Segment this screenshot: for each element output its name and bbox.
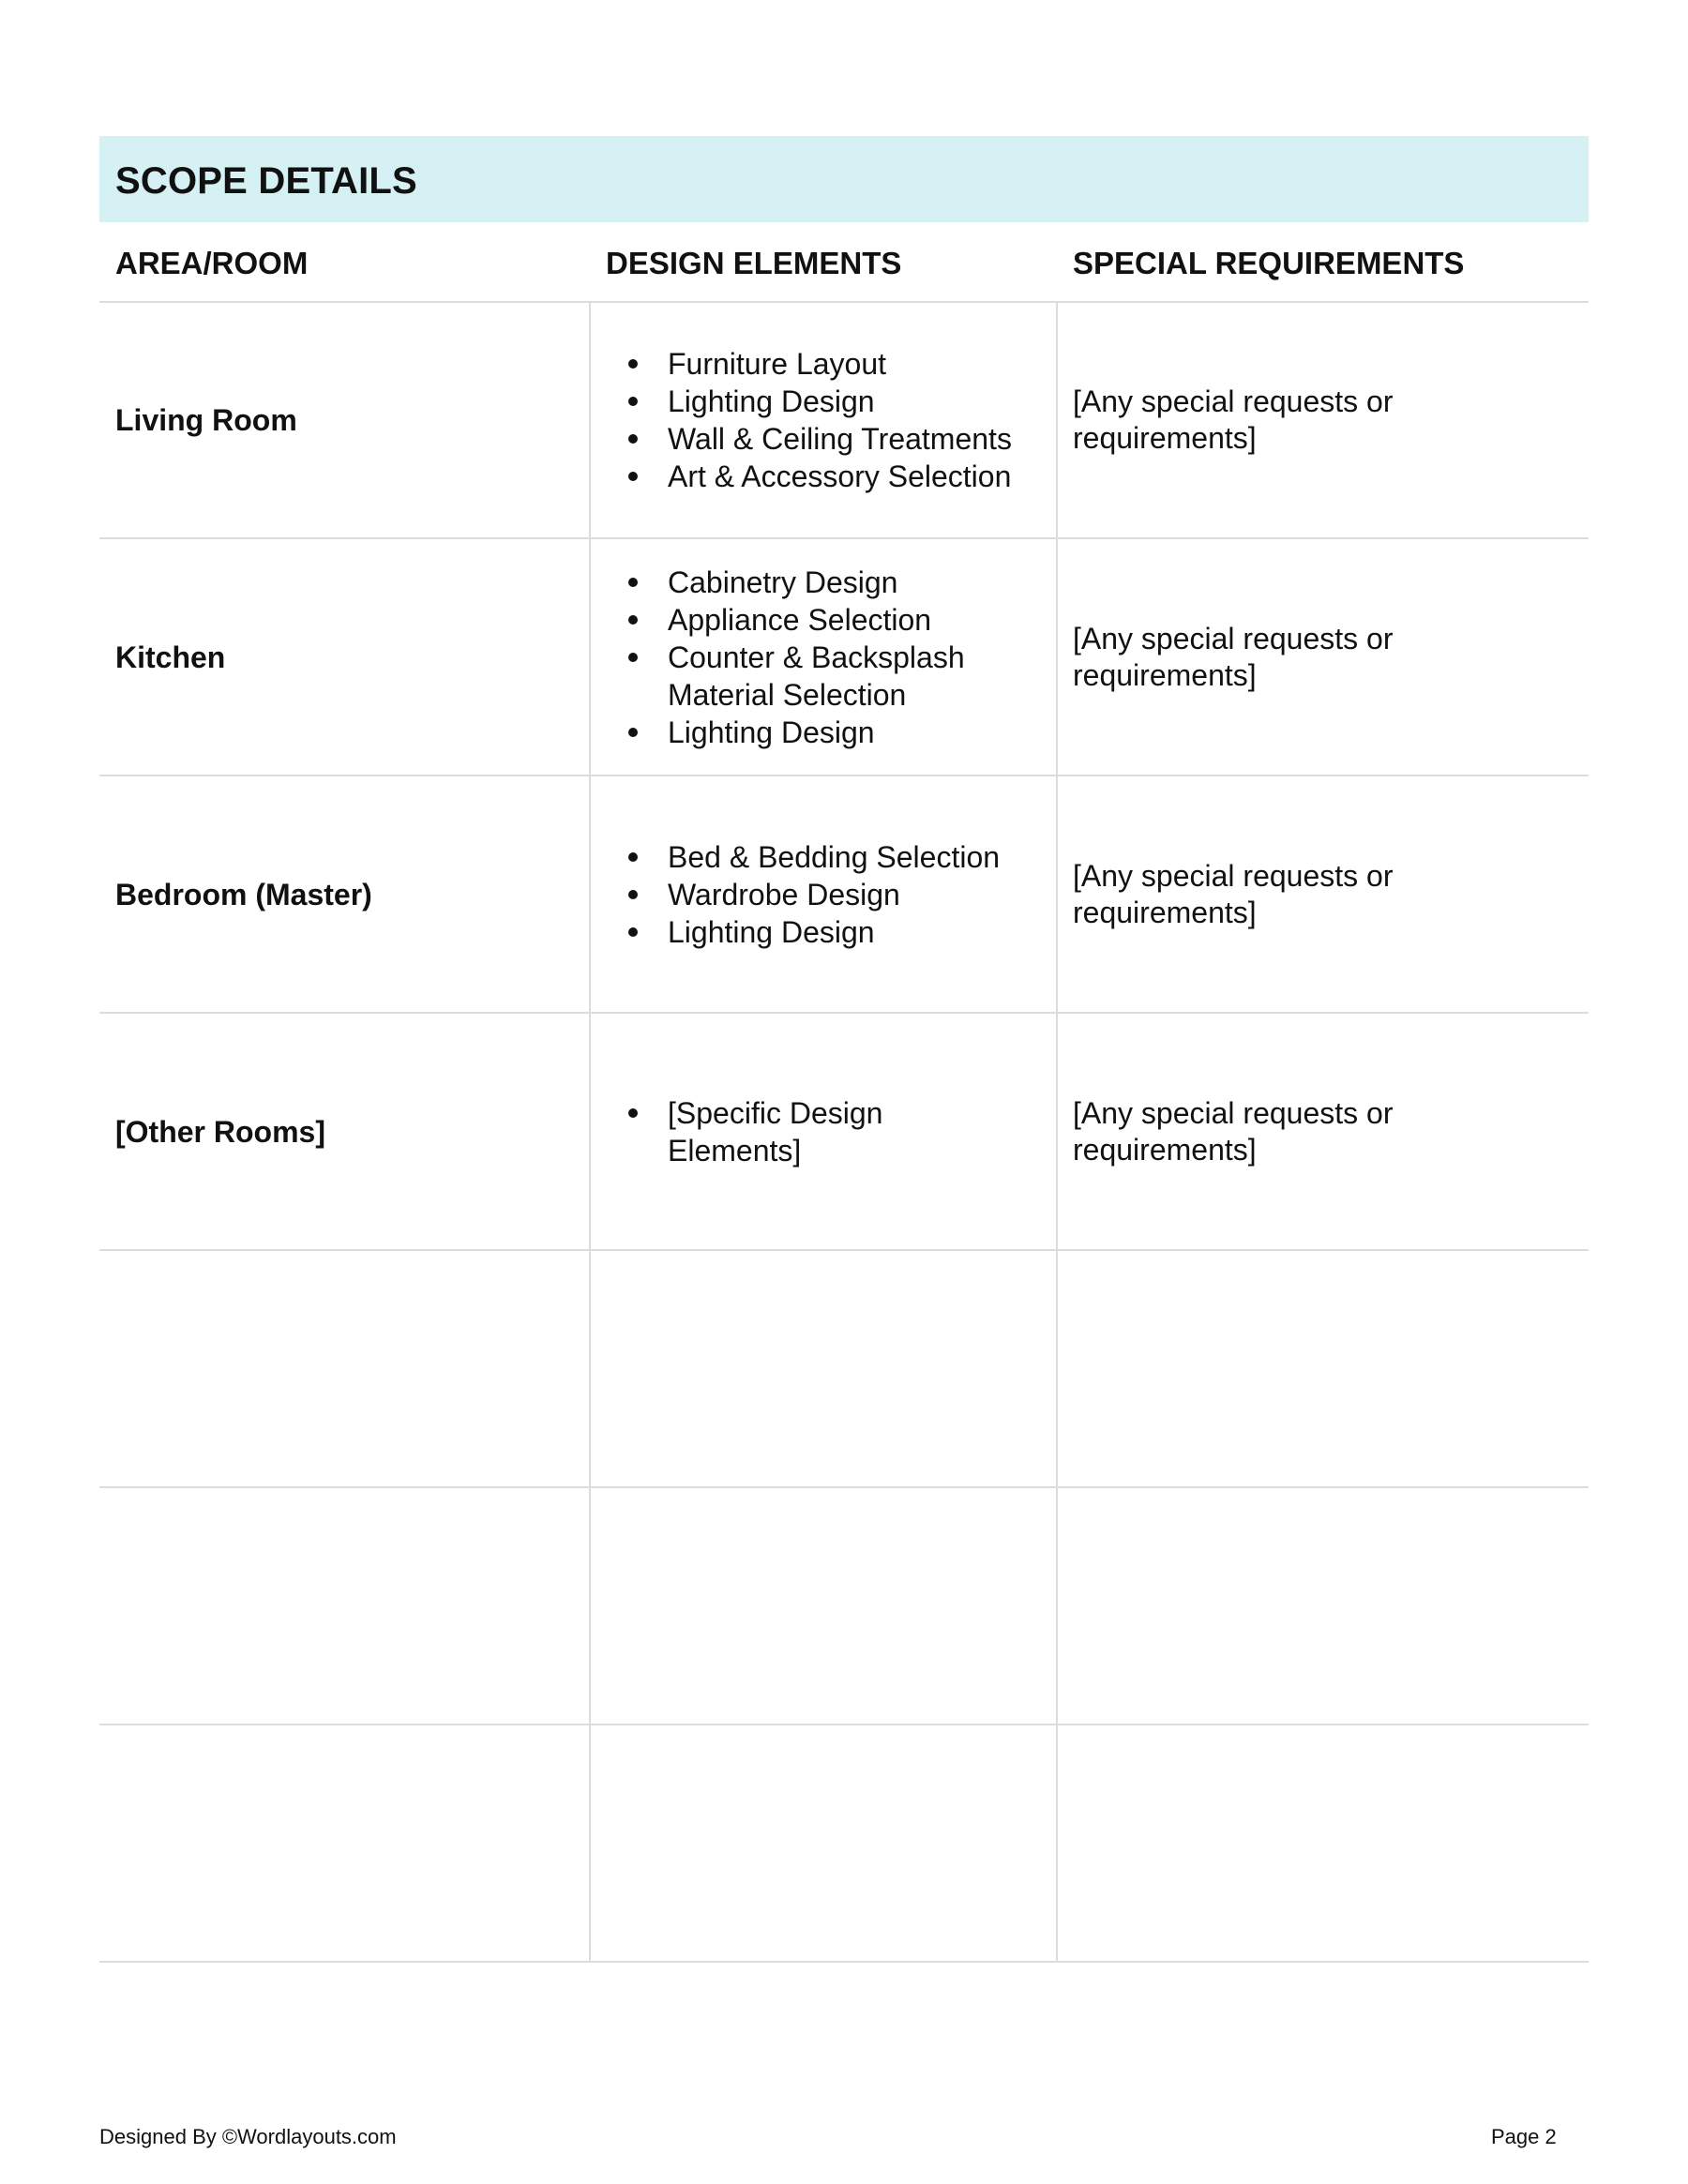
page-number: Page 2: [1491, 2125, 1557, 2148]
table-row: [99, 302, 1589, 539]
area-cell[interactable]: [99, 302, 591, 537]
section-title-band: [99, 136, 1589, 222]
design-elements-cell[interactable]: [591, 1014, 1058, 1249]
list-item: Cabinetry Design: [621, 564, 1005, 601]
table-row-empty: [99, 1251, 1589, 1488]
list-item: Wardrobe Design: [621, 876, 1000, 913]
special-requirements-cell[interactable]: [1058, 776, 1589, 1012]
design-elements-cell[interactable]: [591, 1251, 1058, 1486]
area-cell[interactable]: [99, 1014, 591, 1249]
table-row-empty: [99, 1725, 1589, 1963]
special-requirements-cell[interactable]: [1058, 1488, 1589, 1724]
table-header: [99, 222, 1589, 303]
list-item: Lighting Design: [621, 913, 1000, 951]
design-elements-cell[interactable]: [591, 302, 1058, 537]
column-header-area-room: AREA/ROOM: [115, 246, 309, 280]
special-requirements-text: [Any special requests or requirements]: [1073, 1095, 1394, 1167]
design-elements-list: [621, 345, 1012, 495]
area-cell[interactable]: [99, 1725, 591, 1961]
area-label: [Other Rooms]: [115, 1114, 325, 1149]
list-item: Counter & Backsplash Material Selection: [621, 639, 1005, 714]
list-item: Lighting Design: [621, 383, 1012, 420]
design-elements-cell[interactable]: [591, 1725, 1058, 1961]
design-elements-list: [621, 564, 1005, 751]
design-elements-list: [621, 1094, 921, 1169]
list-item: Appliance Selection: [621, 601, 1005, 639]
special-requirements-cell[interactable]: [1058, 1251, 1589, 1486]
section-title: SCOPE DETAILS: [115, 160, 417, 202]
area-label: Living Room: [115, 402, 297, 437]
special-requirements-text: [Any special requests or requirements]: [1073, 858, 1394, 929]
special-requirements-text: [Any special requests or requirements]: [1073, 621, 1394, 692]
list-item: Furniture Layout: [621, 345, 1012, 383]
table-row: [99, 1014, 1589, 1251]
list-item: Art & Accessory Selection: [621, 458, 1012, 495]
list-item: Wall & Ceiling Treatments: [621, 420, 1012, 458]
list-item: Bed & Bedding Selection: [621, 838, 1000, 876]
special-requirements-cell[interactable]: [1058, 302, 1589, 537]
column-header-design-elements: DESIGN ELEMENTS: [606, 246, 902, 280]
table-row-empty: [99, 1488, 1589, 1725]
design-elements-list: [621, 838, 1000, 951]
special-requirements-text: [Any special requests or requirements]: [1073, 384, 1394, 455]
area-cell[interactable]: [99, 776, 591, 1012]
area-cell[interactable]: [99, 1251, 591, 1486]
column-header-special-requirements: SPECIAL REQUIREMENTS: [1073, 246, 1465, 280]
area-cell[interactable]: [99, 539, 591, 775]
table-row: [99, 776, 1589, 1014]
area-cell[interactable]: [99, 1488, 591, 1724]
special-requirements-cell[interactable]: [1058, 1725, 1589, 1961]
table-row: [99, 539, 1589, 776]
list-item: [Specific Design Elements]: [621, 1094, 921, 1169]
design-elements-cell[interactable]: [591, 776, 1058, 1012]
special-requirements-cell[interactable]: [1058, 1014, 1589, 1249]
footer-credit: Designed By ©Wordlayouts.com: [99, 2125, 397, 2148]
scope-table: [99, 302, 1589, 1963]
list-item: Lighting Design: [621, 714, 1005, 751]
area-label: Kitchen: [115, 640, 226, 674]
design-elements-cell[interactable]: [591, 1488, 1058, 1724]
special-requirements-cell[interactable]: [1058, 539, 1589, 775]
design-elements-cell[interactable]: [591, 539, 1058, 775]
area-label: Bedroom (Master): [115, 877, 372, 911]
